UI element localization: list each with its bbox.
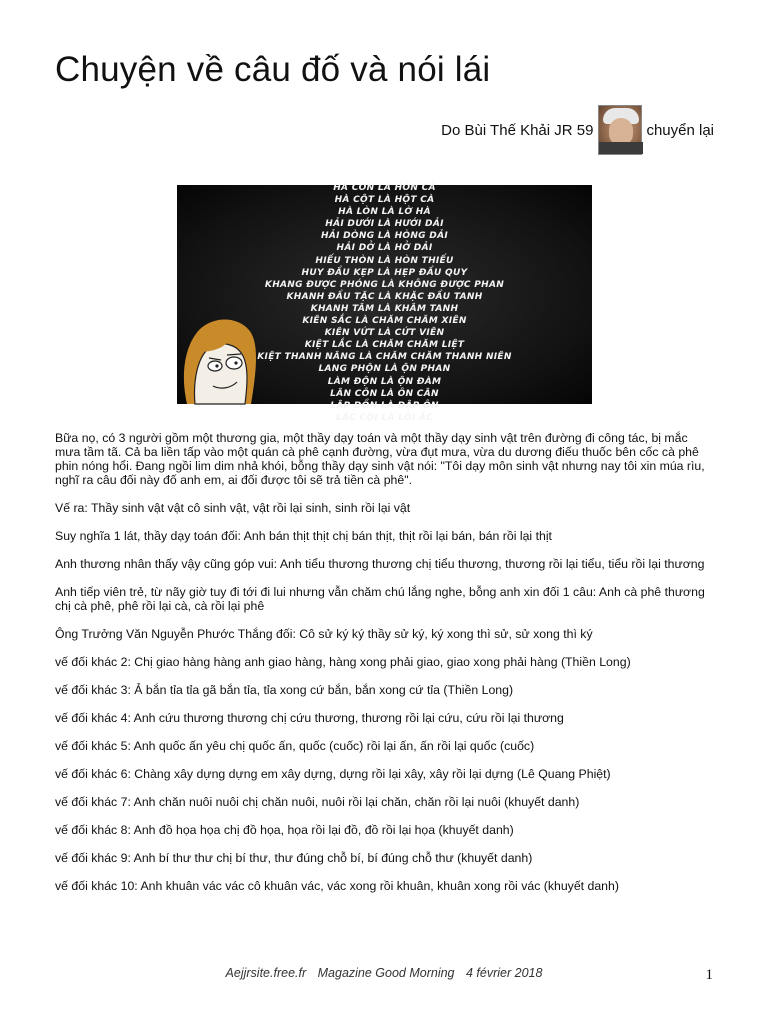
poster-line: KHANG ĐƯỢC PHÓNG LÀ KHÔNG ĐƯỢC PHAN — [264, 279, 505, 290]
poster-line: LẬP DỒN LÀ DẬP ÔN — [330, 400, 439, 411]
couplet-paragraph: Ông Trưởng Văn Nguyễn Phước Thắng đối: Cô sử ký ký thầy sử ký, ký xong thì sử, sử xong thì ký — [55, 627, 593, 641]
couplet-paragraph: vế đối khác 5: Anh quốc ấn yêu chị quốc ấn, quốc (cuốc) rồi lại ấn, ấn rồi lại quốc (cuốc) — [55, 739, 535, 753]
author-name: Do Bùi Thế Khải JR 59 — [441, 121, 594, 139]
footer-site: Aejjrsite.free.fr — [225, 966, 307, 980]
article-body — [55, 431, 715, 893]
meme-face-icon — [179, 308, 259, 404]
poster-line: HẢI DƯỚI LÀ HƯỚI DẢI — [325, 219, 444, 230]
poster-line: HÀ CON LÀ HÒN CẢ — [333, 183, 436, 193]
poster-line: HIẾU THÒN LÀ HÒN THIẾU — [315, 255, 454, 266]
page-footer — [0, 966, 768, 980]
couplet-paragraph: vế đối khác 6: Chàng xây dựng dựng em xây dựng, dựng rồi lại xây, xây rồi lại dựng (Lê Quang Phiệt) — [55, 767, 611, 781]
couplet-paragraph: vế đối khác 10: Anh khuân vác vác cô khuân vác, vác xong rồi khuân, khuân xong rồi vác (khuyết danh) — [55, 879, 619, 893]
footer-magazine: Magazine Good Morning — [317, 966, 455, 980]
couplet-paragraph: vế đối khác 8: Anh đồ họa họa chị đồ họa, họa rồi lại đồ, đồ rồi lại họa (khuyết danh) — [55, 823, 514, 837]
couplet-paragraph: Anh tiếp viên trẻ, từ nãy giờ tuy đi tới đi lui nhưng vẫn chăm chú lắng nghe, bỗng anh xin đối 1 câu: Anh cà phê thương chị cà phê, phê rồi lại cà, cà rồi lại phê — [55, 585, 705, 613]
poster-line: KIỆT THANH NÂNG LÀ CHĂM CHĂM THANH NIÊN — [257, 352, 512, 363]
couplet-paragraph: vế đối khác 3: Ả bắn tỉa tỉa gã bắn tỉa, tỉa xong cứ bắn, bắn xong cứ tỉa (Thiền Long) — [55, 683, 514, 697]
byline-suffix: chuyển lại — [646, 121, 714, 139]
couplet-paragraph: Vế ra: Thầy sinh vật vật cô sinh vật, vật rồi lại sinh, sinh rồi lại vật — [55, 501, 411, 515]
poster-line: KIÊN VỨT LÀ CỨT VIÊN — [324, 328, 445, 339]
poster-line: HẢI DỞ LÀ HỞ DẢI — [336, 243, 433, 254]
poster-line: HÀ LÒN LÀ LỜ HÀ — [338, 207, 431, 218]
poster-line: HUY ĐẦU KẸP LÀ HẸP ĐẦU QUY — [301, 267, 468, 278]
poster-line: HẢI DÒNG LÀ HÒNG DẢI — [320, 231, 448, 242]
poster-line: LÀM ĐỘN LÀ ỘN ĐÀM — [327, 376, 442, 387]
poem-poster-image — [177, 183, 592, 423]
poster-line: KHANH TÂM LÀ KHÂM TANH — [310, 303, 459, 314]
couplet-paragraph: Anh thương nhân thấy vậy cũng góp vui: Anh tiểu thương thương chị tiểu thương, thương rồi lại tiểu, tiểu rồi lại thương — [55, 557, 705, 571]
poster-line: KIỆT LẮC LÀ CHĂM CHĂM LIỆT — [304, 340, 465, 351]
footer-date: 4 février 2018 — [466, 966, 543, 980]
byline — [441, 104, 714, 156]
couplet-paragraph: vế đối khác 2: Chị giao hàng hàng anh giao hàng, hàng xong phải giao, giao xong phải hàng (Thiền Long) — [55, 655, 631, 669]
poster-line: HÀ CỘT LÀ HỘT CÀ — [334, 195, 435, 206]
poster-line: LẮC CỌI LÀ LÒI ẮC — [335, 412, 434, 423]
poster-line: LÂN CÔN LÀ ÔN CÂN — [330, 388, 439, 399]
author-photo — [598, 105, 642, 155]
couplet-paragraph: Suy nghĩa 1 lát, thầy dạy toán đối: Anh bán thịt thịt chị bán thịt, thịt rồi lại bán, bán rồi lại thịt — [55, 529, 552, 543]
poster-line: KHANH ĐẦU TẶC LÀ KHẶC ĐẦU TANH — [286, 291, 483, 302]
page-number: 1 — [705, 967, 713, 983]
couplet-paragraph: vế đối khác 7: Anh chăn nuôi nuôi chị chăn nuôi, nuôi rồi lại chăn, chăn rồi lại nuôi (khuyết danh) — [55, 795, 580, 809]
couplet-paragraph: vế đối khác 4: Anh cứu thương thương chị cứu thương, thương rồi lại cứu, cứu rồi lại thương — [55, 711, 564, 725]
poster-line: LANG PHỘN LÀ ỘN PHAN — [318, 364, 451, 375]
poster-line: KIÊN SẮC LÀ CHĂM CHĂM XIÊN — [302, 316, 467, 327]
couplet-paragraph: vế đối khác 9: Anh bí thư thư chị bí thư, thư đúng chỗ bí, bí đúng chỗ thư (khuyết danh) — [55, 851, 533, 865]
intro-paragraph: Bữa nọ, có 3 người gồm một thương gia, một thầy dạy toán và một thầy dạy sinh vật trên đường đi công tác, bị mắc mưa tầm tã. Cả ba liền tấp vào một quán cà phê cạnh đường, vừa đụt mưa, vừa du dương điếu thuốc bên cốc cà phê phin nóng hổi. Đang ngồi lim dim nhả khói, bỗng thầy dạy sinh vật nói: "Tôi dạy môn sinh vật nhưng nay tôi xin múa rìu, nghĩ ra câu đối này đố anh em, ai đối được tôi sẽ trả tiền cà phê". — [55, 431, 705, 487]
page-title: Chuyện về câu đố và nói lái — [55, 50, 491, 89]
